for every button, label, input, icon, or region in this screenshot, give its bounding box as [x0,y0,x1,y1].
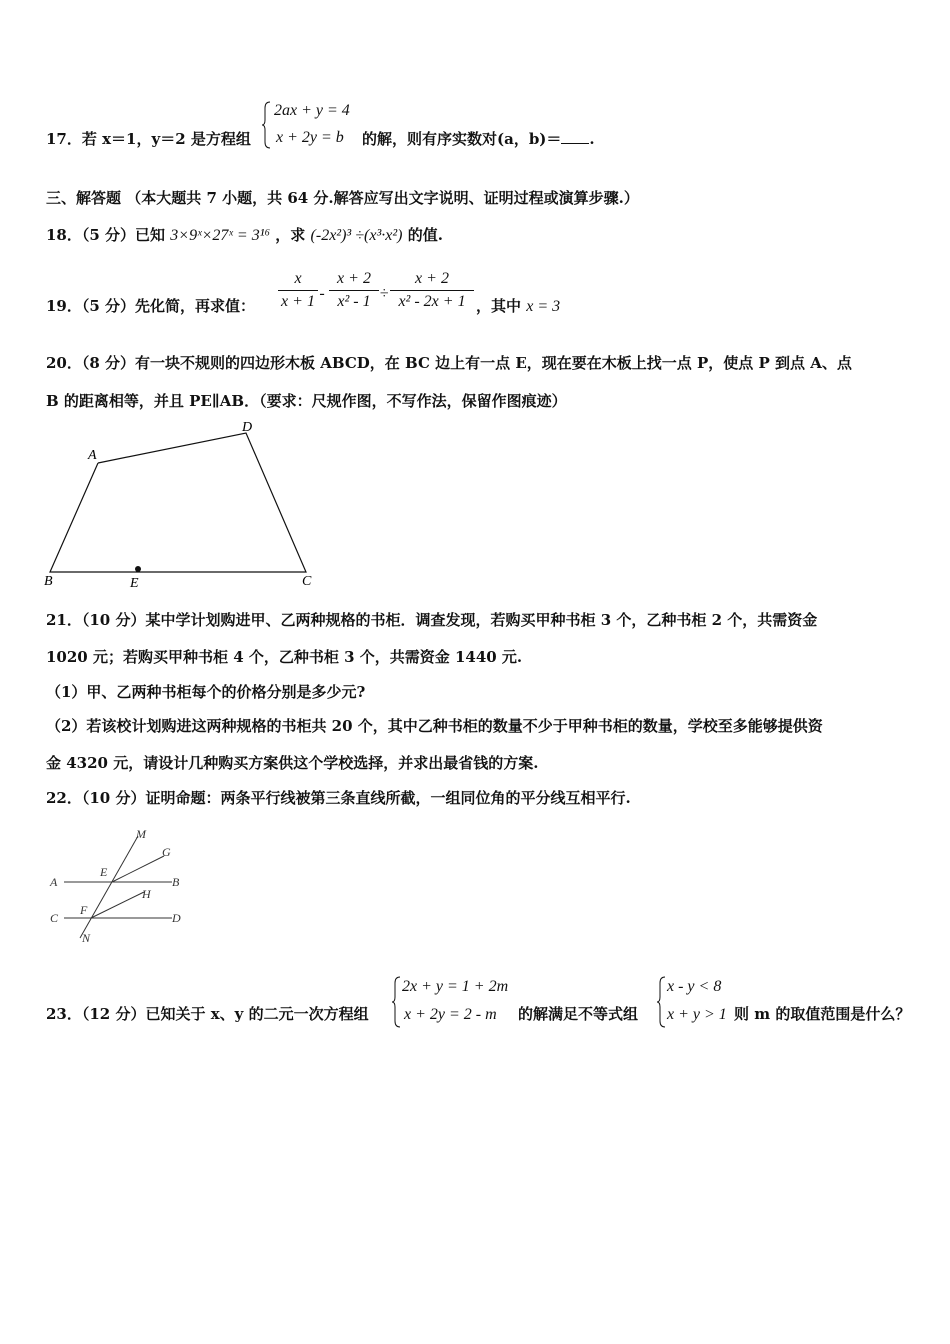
q20-line1: 20．（8 分）有一块不规则的四边形木板 ABCD，在 BC 边上有一点 E，现在要在木板上找一点 P，使点 P 到点 A、点 [46,354,852,372]
q23-suffix: 则 m 的取值范围是什么？ [734,1005,911,1023]
label-e: E [130,576,139,590]
label-c2: C [50,911,59,925]
q21-sub1: （1）甲、乙两种书柜每个的价格分别是多少元? [46,683,366,701]
q17-eq2: x + 2y = b [276,129,344,146]
label-b: B [44,574,53,589]
label-b2: B [172,875,180,889]
q17-eq1: 2ax + y = 4 [274,102,350,119]
q19-frac1 [278,270,318,311]
q22-text: 22．（10 分）证明命题：两条平行线被第三条直线所截，一组同位角的平分线互相平行. [46,789,631,807]
q19-f3-den: x² - 2x + 1 [398,293,466,310]
q18-prefix: 18．（5 分）已知 [46,226,166,244]
label-d: D [242,420,253,435]
q20-line2: B 的距离相等，并且 PE∥AB．（要求：尺规作图，不写作法，保留作图痕迹） [46,392,567,410]
brace-icon [262,100,272,150]
quadrilateral-figure [40,415,330,590]
q19-frac3 [390,270,474,311]
q21-sub2b: 金 4320 元，请设计几种购买方案供这个学校选择，并求出最省钱的方案. [46,754,539,772]
q18-line [46,224,443,245]
q19-f1-den: x + 1 [281,293,315,310]
q23-eq2: x + 2y = 2 - m [404,1006,497,1023]
q21-line2: 1020 元；若购买甲种书柜 4 个，乙种书柜 3 个，共需资金 1440 元. [46,648,523,666]
q18-expr: (-2x²)³ ÷(x³·x²) [310,227,403,244]
q17-suffix-text: 的解，则有序实数对(a，b)＝ [362,130,562,148]
q23-ineq2: x + y > 1 [667,1006,727,1023]
label-f: F [80,903,88,917]
q17-prefix: 17．若 x＝1，y＝2 是方程组 [46,130,251,148]
q19-cond: x = 3 [526,298,561,315]
label-a2: A [50,875,58,889]
label-e2: E [100,865,108,879]
brace-icon [657,975,667,1029]
q19-f3-num: x + 2 [390,270,474,291]
label-a: A [88,448,97,463]
q23-ineq1: x - y < 8 [667,978,722,995]
q23-middle: 的解满足不等式组 [518,1005,639,1023]
q19-minus: - [319,285,325,302]
q19-f1-num: x [278,270,318,291]
q18-middle: ，求 [275,226,306,244]
q23-system [392,975,517,1029]
section3-title: 三、解答题 （本大题共 7 小题，共 64 分.解答应写出文字说明、证明过程或演算步骤.） [46,189,639,207]
q23-inequalities [657,975,735,1029]
q19-where: ，其中 [476,297,522,315]
q21-sub2a: （2）若该校计划购进这两种规格的书柜共 20 个，其中乙种书柜的数量不少于甲种书柜的数量，学校至多能够提供资 [46,717,823,735]
label-g: G [162,845,171,859]
q18-given: 3×9ˣ×27ˣ = 3¹⁶ [170,227,271,244]
q17-system [262,100,362,150]
q17-end: . [589,130,595,148]
q19-f2-den: x² - 1 [337,293,371,310]
q17-suffix [362,128,595,149]
q19-div: ÷ [379,285,389,302]
q19-prefix: 19．（5 分）先化简，再求值： [46,297,256,315]
q19-f2-num: x + 2 [329,270,379,291]
label-h: H [142,887,151,901]
label-d2: D [172,911,181,925]
label-n: N [82,931,91,945]
parallel-lines-figure [44,822,194,947]
q23-prefix: 23．（12 分）已知关于 x、y 的二元一次方程组 [46,1005,369,1023]
label-m: M [136,827,146,841]
q21-line1: 21．（10 分）某中学计划购进甲、乙两种规格的书柜．调查发现，若购买甲种书柜 3 个，乙种书柜 2 个，共需资金 [46,611,818,629]
answer-blank[interactable] [561,131,589,144]
q18-suffix: 的值. [407,226,443,244]
brace-icon [392,975,402,1029]
line-mn [80,836,138,938]
q19-where-line [476,295,560,316]
q23-eq1: 2x + y = 1 + 2m [402,978,509,995]
point-e-dot [135,566,141,572]
q19-frac2 [329,270,379,311]
label-c: C [302,574,312,589]
